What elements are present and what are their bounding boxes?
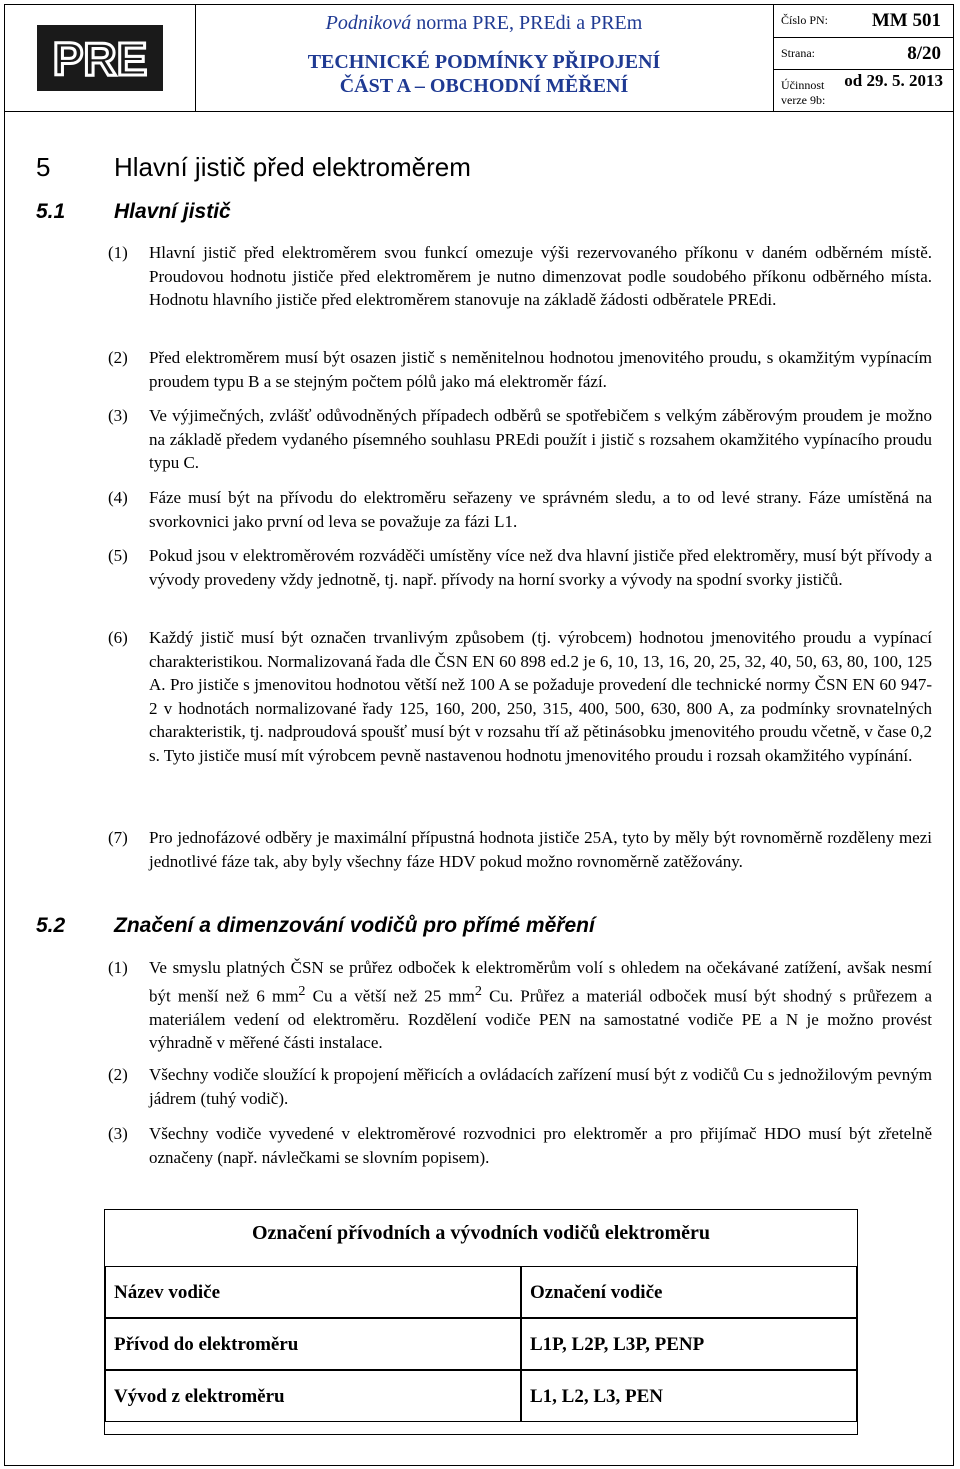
superscript: 2 <box>298 982 306 999</box>
paragraph-text: Všechny vodiče sloužící k propojení měřicích a ovládacích zařízení musí být z vodičů Cu s jednožilovým pevným jádrem (tuhý vodič). <box>149 1065 932 1108</box>
paragraph-number: (2) <box>108 1065 128 1084</box>
doc-subtitle-2: ČÁST A – OBCHODNÍ MĚŘENÍ <box>339 75 629 97</box>
cislo-label: Číslo PN: <box>781 13 829 27</box>
paragraph-1-1 <box>108 241 932 312</box>
paragraph-number: (2) <box>108 348 128 367</box>
table-header-cell: Označení vodiče <box>521 1266 857 1318</box>
paragraph-text: Všechny vodiče vyvedené v elektroměrové rozvodnici pro elektroměr a pro přijímač HDO musí být zřetelně označeny (např. návlečkami se slovním popisem). <box>149 1124 932 1167</box>
text-part: Ve smyslu platných ČSN se průřez odboček k elektroměrům volí s ohledem na očekávané zatížení, avšak nesmí být menší než 6 mm <box>149 958 932 1006</box>
logo-cell <box>5 5 196 111</box>
subsection-heading-1 <box>36 200 231 224</box>
paragraph-1-3 <box>108 404 932 475</box>
strana-label: Strana: <box>781 46 815 60</box>
paragraph-number: (3) <box>108 406 128 425</box>
subsection-title: Hlavní jistič <box>114 200 231 223</box>
paragraph-2-2 <box>108 1063 932 1110</box>
strana-value: 8/20 <box>907 43 941 64</box>
table-cell: L1P, L2P, L3P, PENP <box>521 1318 857 1370</box>
logo-text: PRE <box>52 33 148 85</box>
paragraph-number: (3) <box>108 1124 128 1143</box>
paragraph-1-7 <box>108 826 932 873</box>
paragraph-text: Před elektroměrem musí být osazen jistič s neměnitelnou hodnotou jmenovitého proudu, s okamžitým vypínacím proudem typu B a se stejným počtem pólů jako má elektroměr fází. <box>149 348 932 391</box>
paragraph-text: Pokud jsou v elektroměrovém rozváděči umístěny více než dva hlavní jističe před elektroměry, musí být přívody a vývody provedeny vždy jednotně, tj. např. přívody na horní svorky a vývody na spodní svorky jističů. <box>149 546 932 589</box>
paragraph-1-2 <box>108 346 932 393</box>
subsection-heading-2 <box>36 914 595 938</box>
paragraph-number: (5) <box>108 546 128 565</box>
text-part: Cu a větší než 25 mm <box>305 986 475 1006</box>
paragraph-text: Každý jistič musí být označen trvanlivým způsobem (tj. výrobcem) hodnotou jmenovitého proudu a vypínací charakteristikou. Normalizovaná řada dle ČSN EN 60 898 ed.2 je 6, 10, 13, 16, 20, 25, 32, 40, 50, 63, 80, 100, 125 A. Pro jističe s jmenovitou hodnotou větší než 100 A se požaduje provedení dle technické normy ČSN EN 60 947-2 v hodnotách normalizované řady 125, 160, 200, 250, 315, 400, 500, 630, 800 A, za podmínky srovnatelných charakteristik, tj. nadproudová spoušť musí být v rozsahu tří až pětinásobku jmenovitého proudu včetně, v čase 0,2 s. Tyto jističe musí mít výrobcem pevně nastavenou hodnotu jmenovitého proudu i rozsah okamžitého vypínání. <box>149 628 932 765</box>
doc-subtitle-1: TECHNICKÉ PODMÍNKY PŘIPOJENÍ <box>307 51 661 73</box>
pre-logo <box>5 5 195 111</box>
subsection-number: 5.1 <box>36 200 66 223</box>
section-heading <box>36 152 471 183</box>
header-meta <box>773 5 953 111</box>
norm-title-italic: Podniková <box>325 12 412 34</box>
norm-title-rest: norma PRE, PREdi a PREm <box>411 12 643 34</box>
table-header-cell: Název vodiče <box>105 1266 521 1318</box>
paragraph-text: Pro jednofázové odběry je maximální přípustná hodnota jističe 25A, tyto by měly být rovnoměrně rozděleny mezi jednotlivé fáze tak, aby byly všechny fáze HDV pokud možno rovnoměrně zatěžovány. <box>149 828 932 871</box>
paragraph-number: (4) <box>108 488 128 507</box>
paragraph-text: Ve výjimečných, zvlášť odůvodněných případech odběrů se spotřebičem s velkým záběrovým proudem je možno na základě předem vydaného písemného souhlasu PREdi použít i jistič s rozsahem okamžitého vypínacího proudu typu C. <box>149 406 932 472</box>
paragraph-text: Fáze musí být na přívodu do elektroměru seřazeny ve správném sledu, a to od levé strany. Fáze umístěná na svorkovnici jako první od leva se považuje za fázi L1. <box>149 488 932 531</box>
ucinnost-label: Účinnost <box>781 78 825 92</box>
norm-title <box>195 12 773 35</box>
paragraph-2-1 <box>108 956 932 1055</box>
table-cell: Přívod do elektroměru <box>105 1318 521 1370</box>
section-number: 5 <box>36 152 51 182</box>
text-part: Cu. Průřez a materiál odboček musí být shodný s průřezem a materiálem vedení od elektroměru. Rozdělení vodiče PEN na samostatné vodiče PE a N je možno provést výhradně v měřené části instalace. <box>149 986 932 1053</box>
paragraph-number: (1) <box>108 243 128 262</box>
paragraph-text: Hlavní jistič před elektroměrem svou funkcí omezuje výši rezervovaného příkonu v daném odběrném místě. Proudovou hodnotu jističe před elektroměrem je nutno dimenzovat podle soudobého příkonu odběrného místa. Hodnotu hlavního jističe před elektroměrem stanovuje na základě žádosti odběratele PREdi. <box>149 243 932 309</box>
subsection-number: 5.2 <box>36 914 66 937</box>
paragraph-number: (7) <box>108 828 128 847</box>
header-title-block <box>195 5 774 111</box>
paragraph-1-5 <box>108 544 932 591</box>
superscript: 2 <box>474 982 482 999</box>
paragraph-1-4 <box>108 486 932 533</box>
paragraph-text <box>149 956 932 1055</box>
meta-cislo <box>773 5 953 38</box>
paragraph-number: (6) <box>108 628 128 647</box>
table-cell: L1, L2, L3, PEN <box>521 1370 857 1422</box>
paragraph-1-6 <box>108 626 932 767</box>
subsection-title: Značení a dimenzování vodičů pro přímé měření <box>114 914 595 937</box>
ucinnost-value: od 29. 5. 2013 <box>844 71 943 90</box>
section-title: Hlavní jistič před elektroměrem <box>114 152 471 182</box>
meta-strana <box>773 37 953 70</box>
paragraph-number: (1) <box>108 958 128 977</box>
verze-label: verze 9b: <box>781 93 826 107</box>
cislo-value: MM 501 <box>871 10 941 31</box>
table-caption: Označení přívodních a vývodních vodičů elektroměru <box>252 1222 710 1244</box>
table-cell: Vývod z elektroměru <box>105 1370 521 1422</box>
paragraph-2-3 <box>108 1122 932 1169</box>
conductor-table <box>104 1209 858 1435</box>
document-header <box>4 4 954 112</box>
